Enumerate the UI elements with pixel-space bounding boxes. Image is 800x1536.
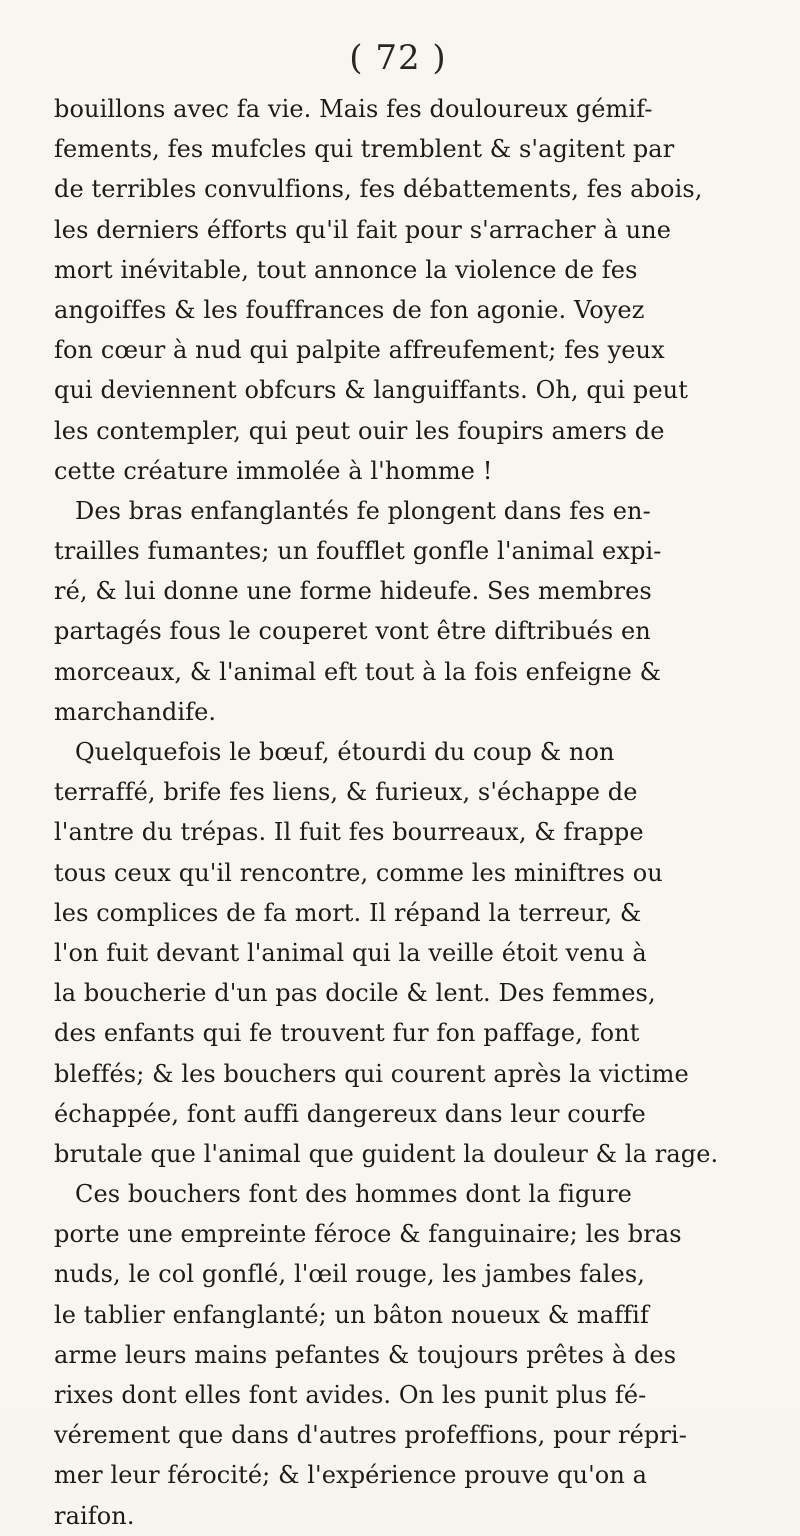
text-line: fon cœur à nud qui palpite affreufement; fes yeux xyxy=(54,336,665,365)
text-line: morceaux, & l'animal eft tout à la fois enfeigne & xyxy=(54,657,662,686)
text-line: les derniers éfforts qu'il fait pour s'arracher à une xyxy=(54,215,672,244)
text-line: tous ceux qu'il rencontre, comme les miniftres ou xyxy=(54,858,663,887)
text-line: ré, & lui donne une forme hideufe. Ses membres xyxy=(54,577,652,606)
text-line: l'on fuit devant l'animal qui la veille étoit venu à xyxy=(54,938,647,967)
text-line: échappée, font auffi dangereux dans leur courfe xyxy=(54,1099,646,1128)
page-number: ( 72 ) xyxy=(349,38,447,78)
text-line: l'antre du trépas. Il fuit fes bourreaux, & frappe xyxy=(54,818,644,847)
text-line: brutale que l'animal que guident la douleur & la rage. xyxy=(54,1139,719,1168)
text-line: trailles fumantes; un foufflet gonfle l'animal expi- xyxy=(54,537,662,566)
paragraph-start-line: Quelquefois le bœuf, étourdi du coup & non xyxy=(75,738,615,766)
text-line: des enfants qui fe trouvent fur fon paffage, font xyxy=(54,1019,640,1048)
text-line: qui deviennent obfcurs & languiffants. Oh, qui peut xyxy=(54,376,688,405)
text-line: terraffé, brife fes liens, & furieux, s'échappe de xyxy=(54,778,638,807)
text-line: raifon. xyxy=(54,1501,135,1530)
text-line: fements, fes mufcles qui tremblent & s'agitent par xyxy=(54,135,675,164)
text-line: angoiffes & les fouffrances de fon agonie. Voyez xyxy=(54,295,645,324)
text-line: marchandife. xyxy=(54,697,217,726)
text-line: la boucherie d'un pas docile & lent. Des femmes, xyxy=(54,979,656,1008)
text-line: le tablier enfanglanté; un bâton noueux & maffif xyxy=(54,1300,649,1329)
paragraph-start-line: Des bras enfanglantés fe plongent dans fes en- xyxy=(75,496,651,525)
text-line: vérement que dans d'autres profeffions, pour répri- xyxy=(54,1421,687,1450)
text-line: rixes dont elles font avides. On les punit plus fé- xyxy=(54,1381,647,1409)
text-line: mer leur férocité; & l'expérience prouve qu'on a xyxy=(54,1461,648,1490)
text-line: partagés fous le couperet vont être diftribués en xyxy=(54,617,651,646)
text-line: porte une empreinte féroce & fanguinaire; les bras xyxy=(54,1220,682,1249)
text-line: nuds, le col gonflé, l'œil rouge, les jambes fales, xyxy=(54,1260,645,1289)
text-line: cette créature immolée à l'homme ! xyxy=(54,456,493,485)
text-line: bouillons avec fa vie. Mais fes douloureux gémif- xyxy=(54,95,653,123)
body-text xyxy=(54,89,765,1536)
text-line: les contempler, qui peut ouir les foupirs amers de xyxy=(54,416,665,445)
paragraph-start-line: Ces bouchers font des hommes dont la figure xyxy=(75,1180,632,1209)
text-line: les complices de fa mort. Il répand la terreur, & xyxy=(54,898,642,927)
text-line: bleffés; & les bouchers qui courent après la victime xyxy=(54,1059,689,1088)
text-line: arme leurs mains pefantes & toujours prêtes à des xyxy=(54,1340,677,1369)
text-line: mort inévitable, tout annonce la violence de fes xyxy=(54,255,638,284)
text-line: de terribles convulfions, fes débattements, fes abois, xyxy=(54,175,703,204)
